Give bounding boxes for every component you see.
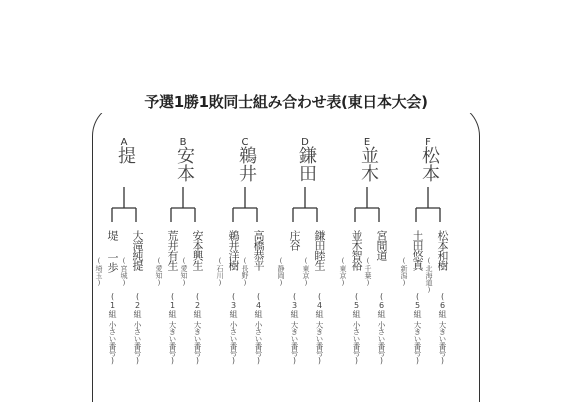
player-order-d2: 大きい番号) <box>315 321 324 365</box>
player-name-f1: 土田悠真 <box>411 230 424 270</box>
player-order-a2: 小さい番号) <box>133 321 142 365</box>
column-name-f: 松本 <box>419 146 440 182</box>
player-order-e2: 小さい番号) <box>377 321 386 365</box>
player-name-b1: 荒井有生 <box>166 230 179 270</box>
player-pref-e1: (東京) <box>339 257 347 287</box>
player-pref-a1: (埼玉) <box>95 257 103 287</box>
player-group-f2: (6組 <box>438 292 447 318</box>
player-pref-e2: (千葉) <box>364 257 372 287</box>
player-group-b1: (1組 <box>168 292 177 318</box>
player-order-b1: 大きい番号) <box>168 321 177 365</box>
player-order-d1: 大きい番号) <box>290 321 299 365</box>
player-order-f1: 大きい番号) <box>413 321 422 365</box>
player-group-a1: (1組 <box>108 292 117 318</box>
player-pref-f2: (北海道) <box>425 257 433 294</box>
player-group-c2: (4組 <box>254 292 263 318</box>
column-name-e: 並木 <box>358 146 379 182</box>
player-order-c1: 小さい番号) <box>229 321 238 365</box>
player-order-f2: 大きい番号) <box>438 321 447 365</box>
player-pref-a2: (宮城) <box>120 257 128 287</box>
player-name-a1: 堤 一歩 <box>106 230 119 272</box>
player-pref-d2: (東京) <box>302 257 310 287</box>
player-order-a1: 小さい番号) <box>108 321 117 365</box>
column-letter-b: B <box>179 137 187 148</box>
player-order-c2: 小さい番号) <box>254 321 263 365</box>
player-group-f1: (5組 <box>413 292 422 318</box>
player-group-d2: (4組 <box>315 292 324 318</box>
player-group-a2: (2組 <box>133 292 142 318</box>
page-title: 予選1勝1敗同士組み合わせ表(東日本大会) <box>96 91 476 113</box>
player-order-e1: 小さい番号) <box>352 321 361 365</box>
player-pref-b2: (愛知) <box>180 257 188 287</box>
player-pref-d1: (静岡) <box>277 257 285 287</box>
player-name-e1: 並木智裕 <box>350 230 363 270</box>
column-name-d: 鎌田 <box>296 146 317 182</box>
player-name-c1: 鵜井洋樹 <box>227 230 240 270</box>
column-letter-f: F <box>425 137 431 148</box>
player-name-e2: 宮間道 <box>375 230 388 260</box>
column-name-b: 安本 <box>174 146 195 182</box>
player-order-b2: 大きい番号) <box>193 321 202 365</box>
player-pref-b1: (愛知) <box>155 257 163 287</box>
player-group-b2: (2組 <box>193 292 202 318</box>
player-group-c1: (3組 <box>229 292 238 318</box>
player-name-d2: 鎌田睦生 <box>313 230 326 270</box>
player-pref-c2: (長野) <box>241 257 249 287</box>
column-name-a: 提 <box>115 146 136 164</box>
column-letter-a: A <box>120 137 128 148</box>
player-pref-f1: (新潟) <box>400 257 408 287</box>
player-pref-c1: (石川) <box>216 257 224 287</box>
column-letter-d: D <box>301 137 309 148</box>
column-letter-c: C <box>241 137 249 148</box>
player-name-f2: 松本和樹 <box>436 230 449 270</box>
player-name-a2: 大滝純提 <box>131 230 144 270</box>
column-name-c: 鵜井 <box>236 146 257 182</box>
column-letter-e: E <box>363 137 371 148</box>
player-name-b2: 安本興生 <box>191 230 204 270</box>
player-group-e2: (6組 <box>377 292 386 318</box>
player-name-c2: 高橋恭平 <box>252 230 265 270</box>
player-group-d1: (3組 <box>290 292 299 318</box>
player-name-d1: 庄谷 <box>288 230 301 250</box>
player-group-e1: (5組 <box>352 292 361 318</box>
